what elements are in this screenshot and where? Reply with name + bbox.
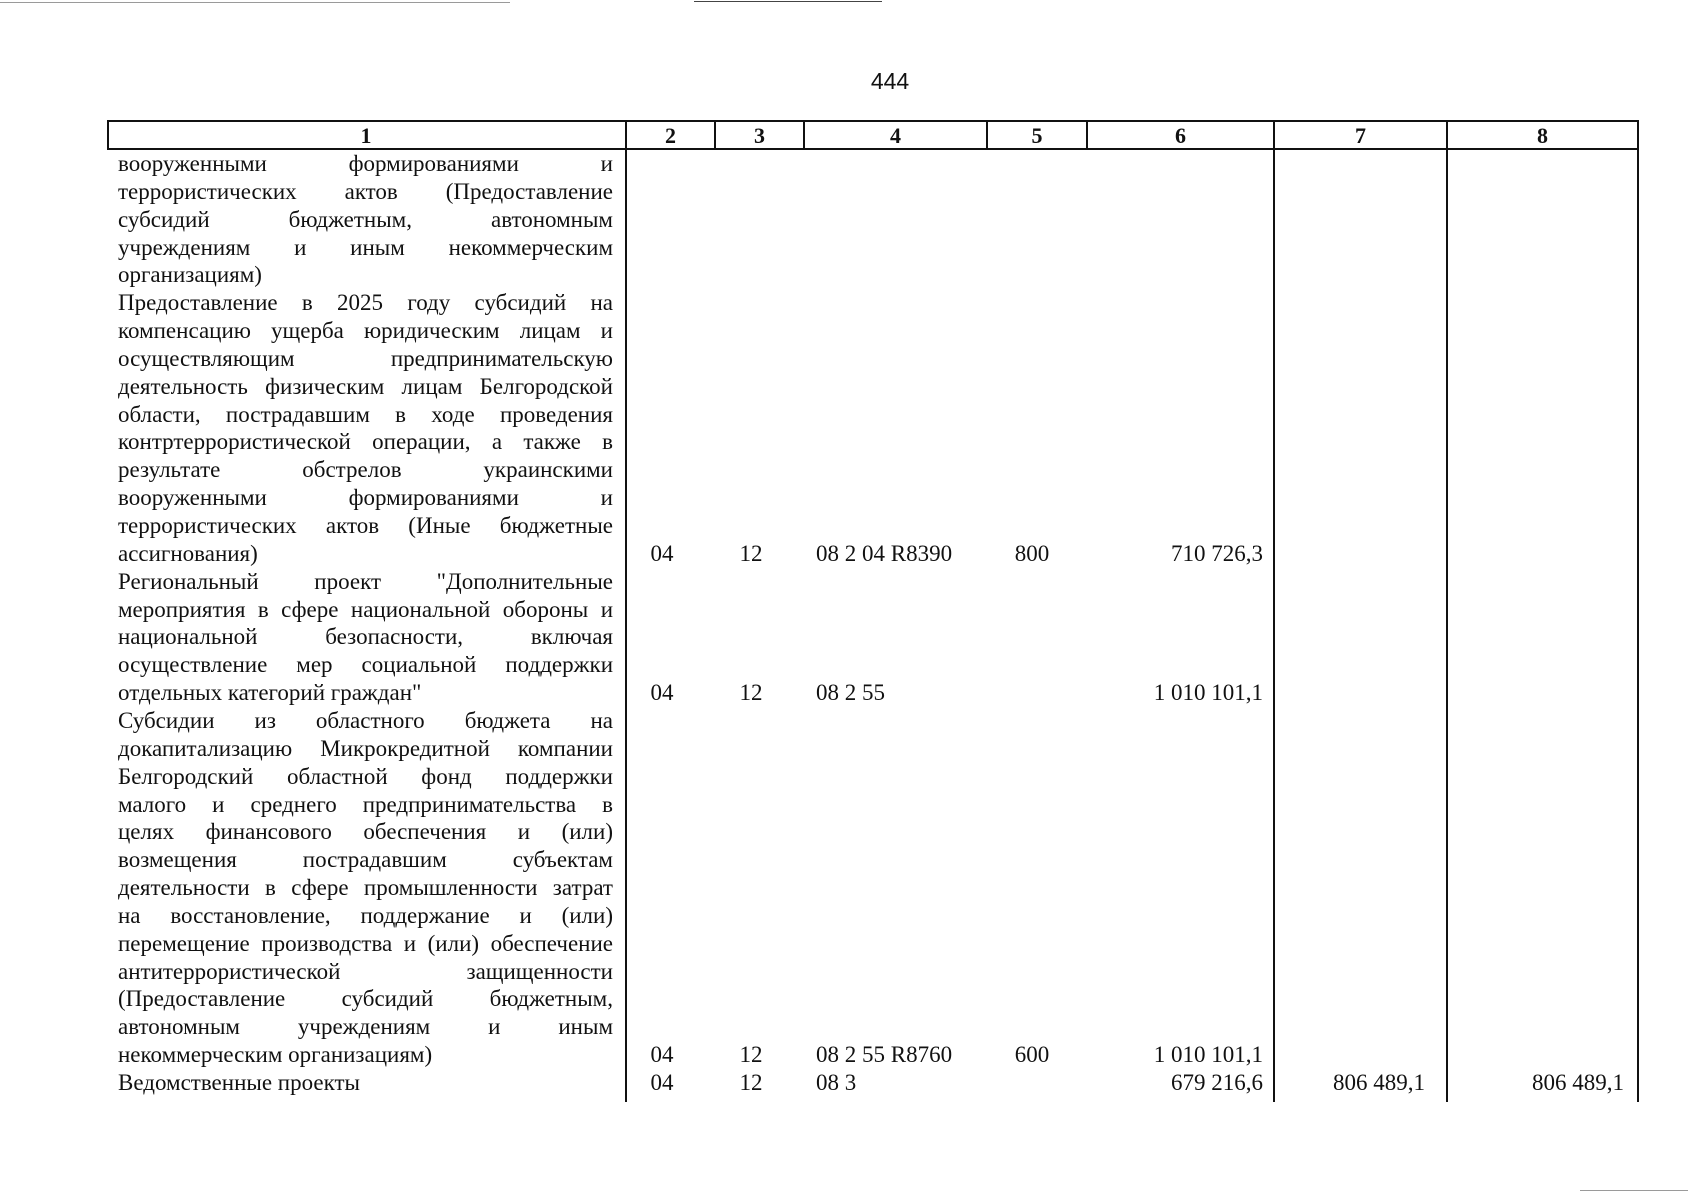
- cell-col-6: 679 216,6: [1171, 1070, 1263, 1096]
- description-line: террористических актов (Предоставление: [118, 178, 613, 204]
- row-description: [118, 1069, 613, 1097]
- description-line: антитеррористической защищенности: [118, 958, 613, 984]
- column-border-6-7: [1273, 120, 1275, 1102]
- description-line: вооруженными формированиями и: [118, 485, 613, 511]
- description-line: субсидий бюджетным, автономным: [118, 206, 613, 232]
- description-line: мероприятия в сфере национальной обороны и: [118, 596, 613, 622]
- table-top-border: [107, 120, 1639, 122]
- column-border-right: [1637, 120, 1639, 1102]
- row-description: [118, 150, 613, 289]
- column-border-7-8: [1446, 120, 1448, 1102]
- description-line: Предоставление в 2025 году субсидий на: [118, 290, 613, 316]
- description-line: осуществление мер социальной поддержки: [118, 652, 613, 678]
- cell-col-2: 04: [650, 1042, 674, 1068]
- scan-artifact-line: [694, 1, 882, 2]
- cell-col-2: 04: [650, 680, 674, 706]
- cell-col-4: 08 2 55 R8760: [816, 1042, 953, 1068]
- description-line: осуществляющим предпринимательскую: [118, 345, 613, 371]
- budget-table: [107, 120, 1639, 1102]
- cell-col-3: 12: [739, 540, 763, 566]
- header-col-3: 3: [754, 123, 765, 148]
- cell-col-4: 08 2 04 R8390: [816, 540, 953, 566]
- cell-col-4: 08 3: [816, 1070, 857, 1096]
- cell-col-8: 806 489,1: [1532, 1070, 1624, 1096]
- column-border-1-2: [625, 120, 627, 1102]
- description-line: Субсидии из областного бюджета на: [118, 708, 613, 733]
- description-line: Региональный проект "Дополнительные: [118, 568, 613, 594]
- description-line: Белгородский областной фонд поддержки: [118, 763, 613, 789]
- cell-col-4: 08 2 55: [816, 680, 885, 706]
- description-line: организациям): [118, 262, 262, 288]
- description-line: автономным учреждениям и иным: [118, 1014, 613, 1040]
- cell-col-5: 600: [1014, 1042, 1050, 1068]
- description-line: контртеррористической операции, а также в: [118, 429, 613, 455]
- description-line: национальной безопасности, включая: [118, 624, 613, 650]
- cell-col-3: 12: [739, 680, 763, 706]
- description-line: (Предоставление субсидий бюджетным,: [118, 986, 613, 1012]
- description-line: ассигнования): [118, 540, 258, 566]
- description-line: докапитализацию Микрокредитной компании: [118, 735, 613, 761]
- row-description: [118, 568, 613, 707]
- cell-col-6: 710 726,3: [1171, 540, 1263, 566]
- header-col-1: 1: [360, 123, 372, 148]
- cell-col-6: 1 010 101,1: [1153, 680, 1263, 706]
- description-line: деятельность физическим лицам Белгородской: [118, 373, 613, 399]
- scan-artifact-line: [1580, 1190, 1688, 1191]
- header-col-8: 8: [1537, 123, 1548, 148]
- header-col-4: 4: [890, 123, 901, 148]
- description-line: области, пострадавшим в ходе проведения: [118, 401, 613, 427]
- header-col-5: 5: [1031, 123, 1043, 148]
- description-line: деятельности в сфере промышленности затрат: [118, 875, 613, 901]
- description-line: малого и среднего предпринимательства в: [118, 791, 613, 817]
- cell-col-5: 800: [1014, 540, 1050, 566]
- cell-col-7: 806 489,1: [1333, 1070, 1425, 1096]
- cell-col-2: 04: [650, 540, 674, 566]
- description-line: на восстановление, поддержание и (или): [118, 902, 613, 928]
- page-number: 444: [870, 68, 910, 94]
- row-description: [118, 289, 613, 567]
- header-col-7: 7: [1355, 123, 1366, 148]
- cell-col-2: 04: [650, 1070, 674, 1096]
- description-line: отдельных категорий граждан": [118, 680, 422, 706]
- cell-col-6: 1 010 101,1: [1153, 1042, 1263, 1068]
- description-line: вооруженными формированиями и: [118, 151, 613, 176]
- description-line: перемещение производства и (или) обеспечение: [118, 930, 613, 956]
- description-line: учреждениям и иным некоммерческим: [118, 234, 613, 260]
- cell-col-3: 12: [739, 1042, 763, 1068]
- scan-artifact-line: [0, 2, 510, 3]
- description-line: возмещения пострадавшим субъектам: [118, 847, 613, 873]
- description-line: Ведомственные проекты: [118, 1070, 360, 1096]
- description-line: целях финансового обеспечения и (или): [118, 819, 613, 845]
- description-line: результате обстрелов украинскими: [118, 457, 613, 483]
- cell-col-3: 12: [739, 1070, 763, 1096]
- description-line: террористических актов (Иные бюджетные: [118, 513, 613, 538]
- header-col-6: 6: [1175, 123, 1186, 148]
- header-col-2: 2: [665, 123, 676, 148]
- row-description: [118, 707, 613, 1069]
- description-line: компенсацию ущерба юридическим лицам и: [118, 318, 613, 344]
- description-line: некоммерческим организациям): [118, 1042, 433, 1068]
